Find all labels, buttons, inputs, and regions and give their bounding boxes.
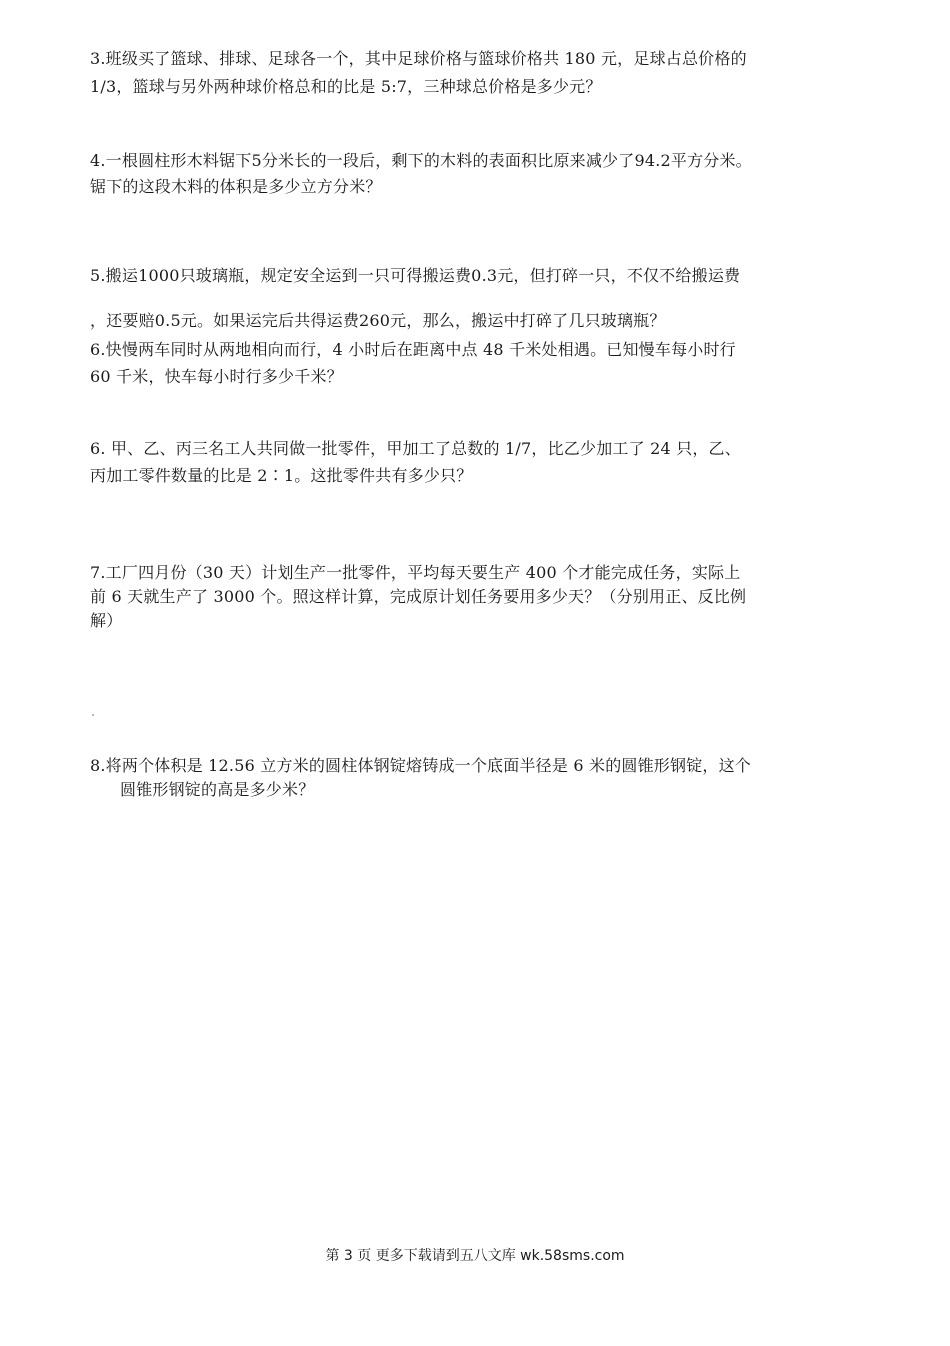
problem-8-line-1: 8.将两个体积是 12.56 立方米的圆柱体钢锭熔铸成一个底面半径是 6 米的圆锥形钢锭，这个 [90, 756, 751, 775]
problem-7-line-3: 解） [90, 611, 123, 630]
problem-6b-line-1: 6. 甲、乙、丙三名工人共同做一批零件，甲加工了总数的 1/7，比乙少加工了 24 只，乙、 [90, 439, 741, 458]
problem-8-line-2: 圆锥形钢锭的高是多少米？ [120, 780, 315, 799]
problem-5-line-1: 5.搬运1000只玻璃瓶，规定安全运到一只可得搬运费0.3元，但打碎一只，不仅不给搬运费 [90, 266, 741, 285]
problem-5-line-2: ，还要赔0.5元。如果运完后共得运费260元，那么，搬运中打碎了几只玻璃瓶？ [90, 311, 666, 330]
problem-6a-line-1: 6.快慢两车同时从两地相向而行，4 小时后在距离中点 48 千米处相遇。已知慢车每小时行 [90, 340, 736, 359]
problem-4-line-1: 4.一根圆柱形木料锯下5分米长的一段后，剩下的木料的表面积比原来减少了94.2平方分米。 [90, 151, 752, 170]
page-footer: 第 3 页 更多下载请到五八文库 wk.58sms.com [325, 1248, 625, 1264]
problem-4-line-2: 锯下的这段木料的体积是多少立方分米？ [90, 177, 382, 196]
problem-6a-line-2: 60 千米，快车每小时行多少千米？ [90, 367, 343, 386]
problem-6b-line-2: 丙加工零件数量的比是 2∶1。这批零件共有多少只？ [90, 466, 473, 485]
problem-3-line-2: 1/3，篮球与另外两种球价格总和的比是 5:7，三种球总价格是多少元？ [90, 77, 602, 96]
problem-7-line-1: 7.工厂四月份（30 天）计划生产一批零件，平均每天要生产 400 个才能完成任务，实际上 [90, 563, 741, 582]
problem-7-line-2: 前 6 天就生产了 3000 个。照这样计算，完成原计划任务要用多少天？（分别用正、反比例 [90, 587, 747, 606]
stray-mark [92, 714, 94, 716]
problem-3-line-1: 3.班级买了篮球、排球、足球各一个，其中足球价格与篮球价格共 180 元，足球占总价格的 [90, 49, 747, 68]
